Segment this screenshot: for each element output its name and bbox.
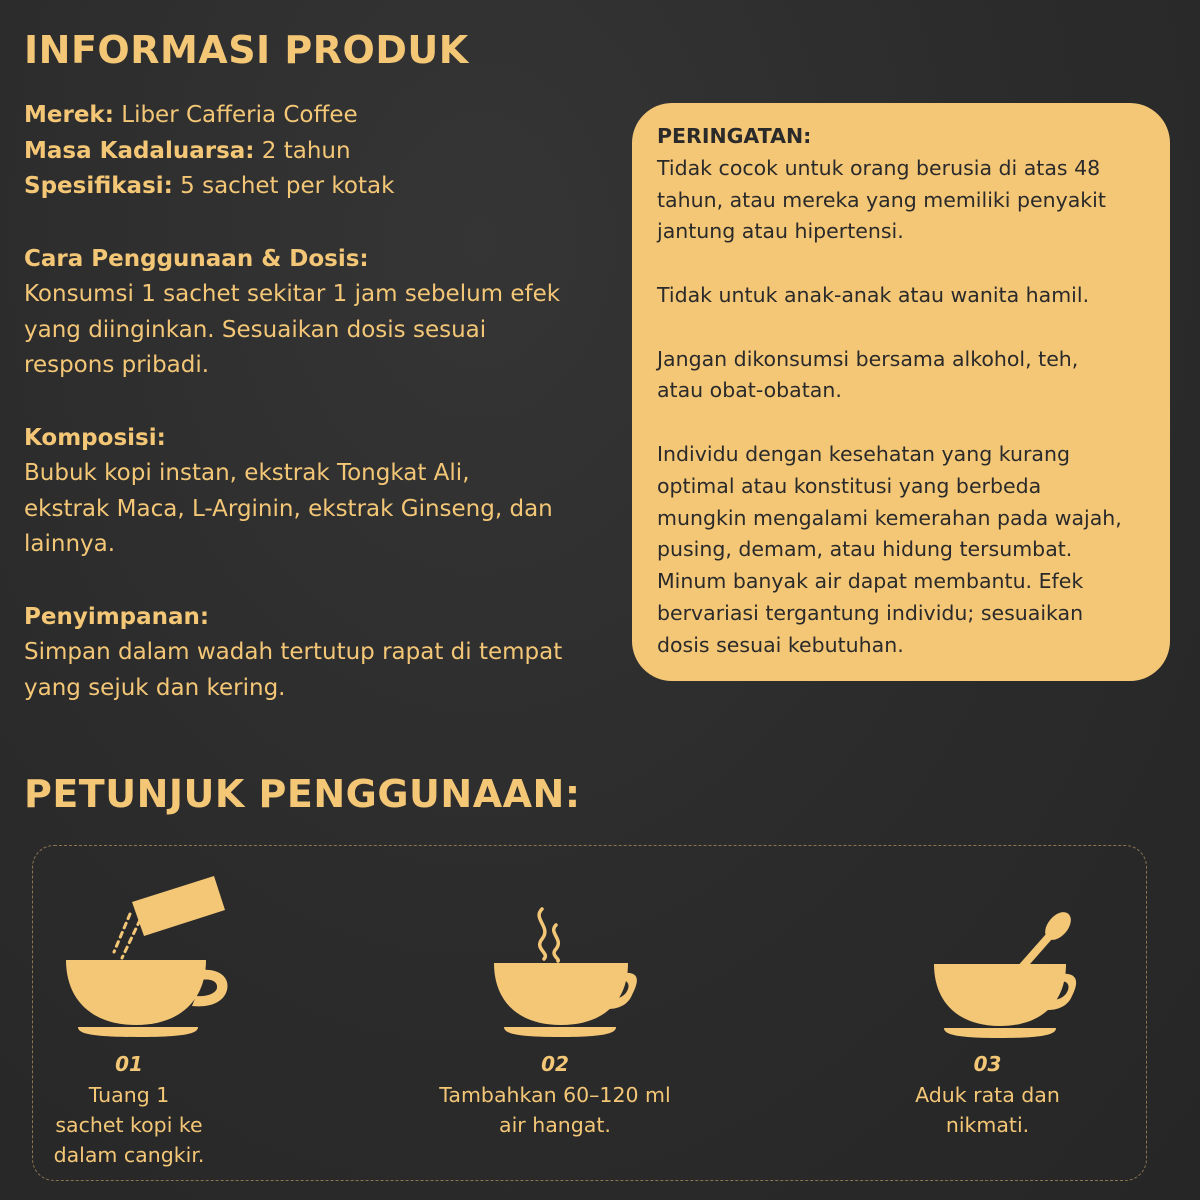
warning-line: atau obat-obatan. — [657, 378, 842, 403]
storage-line: yang sejuk dan kering. — [24, 674, 286, 701]
warning-line: dosis sesuai kebutuhan. — [657, 632, 904, 657]
step-text — [890, 1080, 1085, 1140]
warning-line: bervariasi tergantung individu; sesuaikan — [657, 600, 1084, 625]
composition-section — [24, 421, 624, 563]
steaming-cup-icon — [488, 905, 638, 1040]
spec-value: 5 sachet per kotak — [172, 173, 395, 199]
warning-line: pusing, demam, atau hidung tersumbat. — [657, 537, 1073, 562]
warning-line: mungkin mengalami kemerahan pada wajah, — [657, 505, 1122, 530]
storage-heading: Penyimpanan: — [24, 603, 210, 630]
stir-spoon-cup-icon — [928, 912, 1078, 1040]
expiry-value: 2 tahun — [254, 137, 351, 164]
storage-line: Simpan dalam wadah tertutup rapat di tempat — [24, 639, 563, 665]
brand-label: Merek: — [24, 102, 114, 128]
warning-title: PERINGATAN: — [657, 124, 812, 148]
warning-line: tahun, atau mereka yang memiliki penyakit — [657, 187, 1106, 212]
warning-line: Individu dengan kesehatan yang kurang — [657, 441, 1070, 466]
spec-row — [24, 169, 624, 205]
storage-section — [24, 600, 624, 707]
pour-sachet-cup-icon — [60, 870, 240, 1040]
step-line: nikmati. — [945, 1113, 1030, 1137]
composition-heading: Komposisi: — [24, 424, 166, 451]
warning-line: optimal atau konstitusi yang berbeda — [657, 473, 1042, 498]
expiry-row — [24, 134, 624, 170]
usage-line: Konsumsi 1 sachet sekitar 1 jam sebelum efek — [24, 281, 561, 307]
warning-box — [632, 103, 1170, 681]
step-3 — [890, 1052, 1085, 1140]
step-line: air hangat. — [499, 1113, 611, 1137]
spec-label: Spesifikasi: — [24, 173, 173, 199]
warning-line: Minum banyak air dapat membantu. Efek — [657, 569, 1084, 594]
step-line: Tambahkan 60–120 ml — [439, 1083, 671, 1107]
step-line: sachet kopi ke — [55, 1113, 203, 1137]
warning-line: Tidak untuk anak-anak atau wanita hamil. — [657, 282, 1090, 307]
step-text — [28, 1080, 230, 1170]
brand-row — [24, 98, 624, 134]
step-1 — [28, 1052, 230, 1170]
usage-line: yang diinginkan. Sesuaikan dosis sesuai — [24, 316, 487, 343]
composition-line: ekstrak Maca, L-Arginin, ekstrak Ginseng, dan — [24, 495, 553, 522]
warning-line: Jangan dikonsumsi bersama alkohol, teh, — [657, 346, 1079, 371]
step-number: 03 — [973, 1052, 1002, 1076]
composition-line: lainnya. — [24, 531, 116, 557]
step-line: Tuang 1 — [88, 1083, 170, 1107]
expiry-label: Masa Kadaluarsa: — [24, 137, 255, 164]
brand-value: Liber Cafferia Coffee — [113, 102, 358, 128]
step-number: 01 — [115, 1052, 143, 1076]
step-line: dalam cangkir. — [53, 1143, 205, 1167]
usage-dosage-heading: Cara Penggunaan & Dosis: — [24, 245, 369, 272]
usage-line: respons pribadi. — [24, 352, 210, 378]
warning-line: jantung atau hipertensi. — [657, 219, 904, 244]
step-2 — [405, 1052, 705, 1140]
warning-line: Tidak cocok untuk orang berusia di atas 48 — [657, 155, 1101, 180]
product-info-title: INFORMASI PRODUK — [24, 28, 469, 72]
step-line: Aduk rata dan — [915, 1083, 1060, 1107]
step-number: 02 — [541, 1052, 569, 1076]
usage-dosage-section — [24, 242, 624, 384]
usage-guide-title: PETUNJUK PENGGUNAAN: — [24, 772, 581, 816]
product-info-column — [24, 98, 624, 706]
composition-line: Bubuk kopi instan, ekstrak Tongkat Ali, — [24, 460, 470, 486]
step-text — [405, 1080, 705, 1140]
